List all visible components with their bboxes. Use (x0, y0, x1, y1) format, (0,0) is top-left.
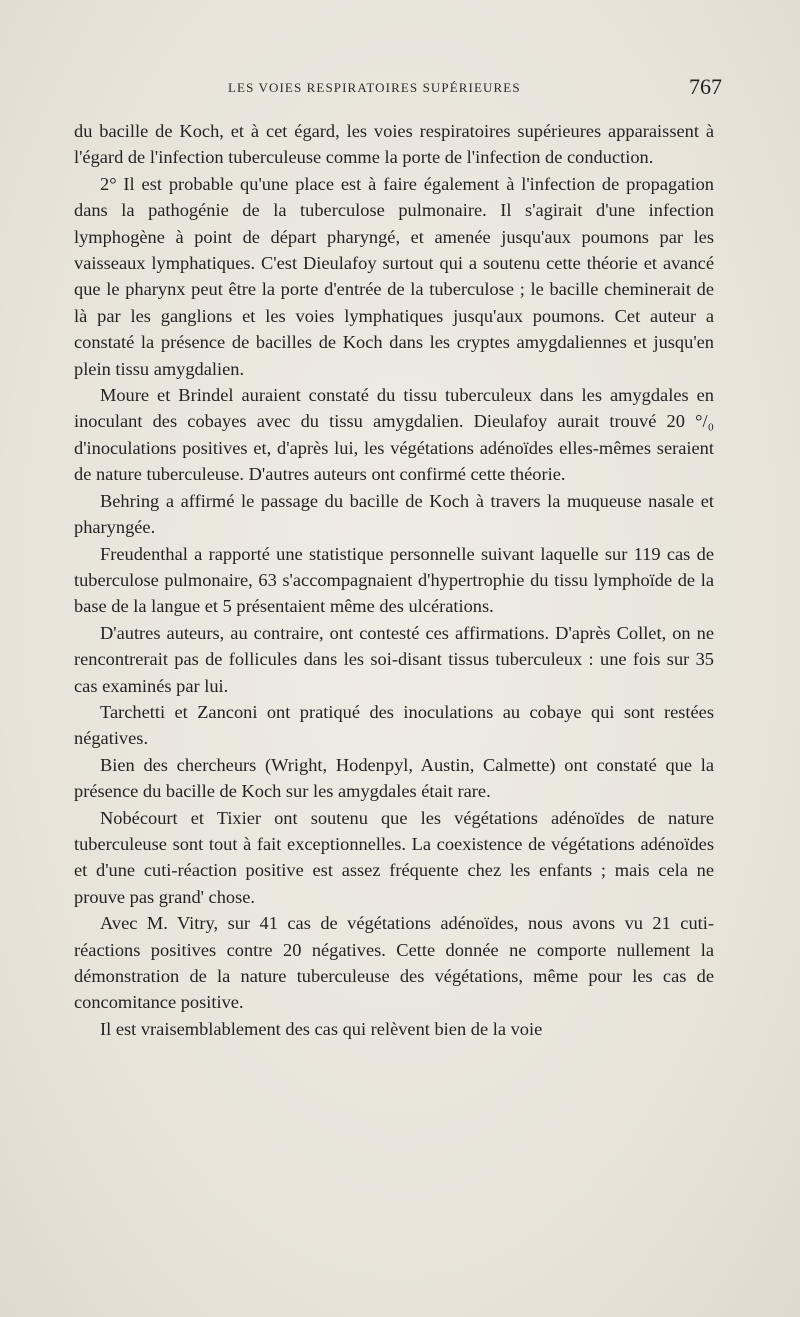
paragraph-1: du bacille de Koch, et à cet égard, les voies respiratoires supérieures apparaissent à l'égard de l'infection tuberculeuse comme la porte de l'infection de conduction. (74, 121, 714, 168)
body-text (74, 118, 714, 1042)
page-number: 767 (689, 74, 722, 99)
paragraph-9: Nobécourt et Tixier ont soutenu que les végétations adénoïdes de nature tuberculeuse sont tout à fait exceptionnelles. La coexistence de végétations adénoïdes et d'une cuti-réaction positive est assez fréquente chez les enfants ; mais cela ne prouve pas grand' chose. (74, 807, 714, 907)
paragraph-3: Moure et Brindel auraient constaté du tissu tuberculeux dans les amygdales en inoculant des cobayes avec du tissu amygdalien. Dieulafoy aurait trouvé 20 °/₀ d'inoculations positives et, d'après lui, les végétations adénoïdes elles-mêmes seraient de nature tuberculeuse. D'autres auteurs ont confirmé cette théorie. (74, 385, 714, 485)
paragraph-7: Tarchetti et Zanconi ont pratiqué des inoculations au cobaye qui sont restées négatives. (74, 701, 714, 749)
paragraph-10: Avec M. Vitry, sur 41 cas de végétations adénoïdes, nous avons vu 21 cuti-réactions positives contre 20 négatives. Cette donnée ne comporte nullement la démonstration de la nature tuberculeuse des végétations, même pour les cas de concomitance positive. (74, 913, 714, 1013)
paragraph-11: Il est vraisemblablement des cas qui relèvent bien de la voie (100, 1018, 543, 1039)
paragraph-8: Bien des chercheurs (Wright, Hodenpyl, Austin, Calmette) ont constaté que la présence du bacille de Koch sur les amygdales était rare. (74, 754, 714, 802)
page-header (74, 74, 722, 102)
paragraph-2: 2° Il est probable qu'une place est à faire également à l'infection de propagation dans la pathogénie de la tuberculose pulmonaire. Il s'agirait d'une infection lymphogène à point de départ pharyngé, et amenée jusqu'aux poumons par les vaisseaux lymphatiques. C'est Dieulafoy surtout qui a soutenu cette théorie et avancé que le pharynx peut être la porte d'entrée de la tuberculose ; le bacille cheminerait de là par les ganglions et les voies lymphatiques jusqu'aux poumons. Cet auteur a constaté la présence de bacilles de Koch dans les cryptes amygdaliennes et jusqu'en plein tissu amygdalien. (74, 173, 714, 379)
paragraph-5: Freudenthal a rapporté une statistique personnelle suivant laquelle sur 119 cas de tuberculose pulmonaire, 63 s'accompagnaient d'hypertrophie du tissu lymphoïde de la base de la langue et 5 présentaient même des ulcérations. (74, 543, 714, 617)
running-title: LES VOIES RESPIRATOIRES SUPÉRIEURES (228, 80, 521, 95)
paragraph-4: Behring a affirmé le passage du bacille de Koch à travers la muqueuse nasale et pharyngée. (74, 490, 714, 538)
paragraph-6: D'autres auteurs, au contraire, ont contesté ces affirmations. D'après Collet, on ne rencontrerait pas de follicules dans les soi-disant tissus tuberculeux : une fois sur 35 cas examinés par lui. (74, 622, 714, 696)
